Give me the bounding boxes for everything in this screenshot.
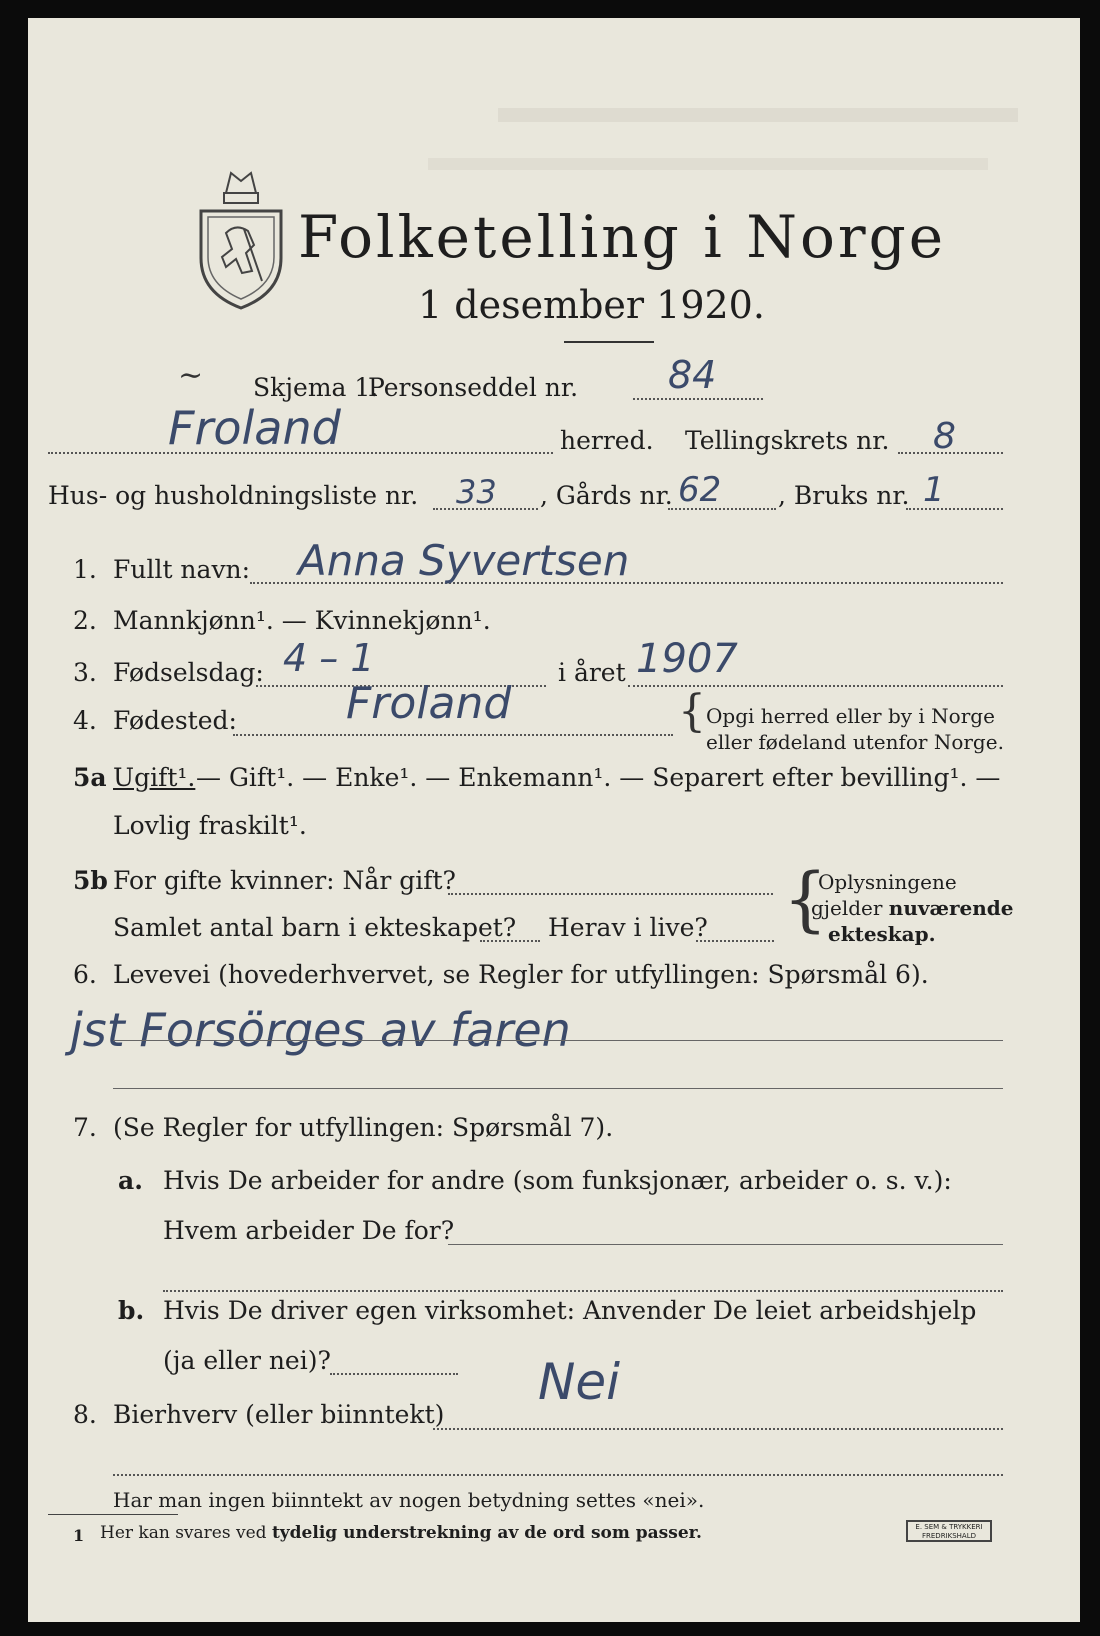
herred-value[interactable]: Froland: [168, 401, 341, 455]
q3-birthdate-value[interactable]: 4 – 1: [283, 636, 375, 680]
q4-note-line1: Opgi herred eller by i Norge: [706, 704, 995, 728]
q7a-employer-field-line: [448, 1244, 1003, 1245]
husholdning-label: Hus- og husholdningsliste nr.: [48, 481, 419, 510]
q5b-children-field-line: [480, 940, 540, 942]
q5b-children-label: Samlet antal barn i ekteskapet?: [113, 913, 517, 942]
personseddel-field-line: [633, 398, 763, 400]
q8-field-line: [433, 1428, 1003, 1430]
q7b-field-line: [330, 1373, 458, 1375]
q8-note: Har man ingen biinntekt av nogen betydning settes «nei».: [113, 1488, 705, 1512]
q2-number: 2.: [73, 606, 97, 635]
gaards-label: , Gårds nr.: [540, 481, 673, 510]
bruks-label: , Bruks nr.: [778, 481, 910, 510]
q5a-number: 5a: [73, 763, 107, 792]
bruks-field-line: [906, 508, 1003, 510]
norway-coat-of-arms-icon: [196, 163, 286, 313]
husholdning-value[interactable]: 33: [456, 473, 497, 511]
q3-year-value[interactable]: 1907: [636, 636, 738, 682]
q2-gender-label: Mannkjønn¹. — Kvinnekjønn¹.: [113, 606, 491, 635]
title-divider: [564, 341, 654, 343]
q5b-note-line1: Oplysningene: [818, 870, 957, 894]
q5b-label: For gifte kvinner: Når gift?: [113, 866, 456, 895]
q5b-alive-label: Herav i live?: [548, 913, 708, 942]
q7b-letter: b.: [118, 1296, 145, 1325]
footnote-text-a: Her kan svares ved: [100, 1523, 272, 1543]
q7-number: 7.: [73, 1113, 97, 1142]
q5a-marital-options: — Gift¹. — Enke¹. — Enkemann¹. — Separert efter bevilling¹. —: [196, 763, 1001, 792]
form-title: Folketelling i Norge: [298, 203, 947, 271]
q5b-alive-field-line: [696, 940, 774, 942]
personseddel-value[interactable]: 84: [668, 353, 717, 397]
q6-occupation-value[interactable]: jst Forsörges av faren: [70, 1003, 571, 1057]
personseddel-label: Personseddel nr.: [368, 373, 579, 402]
q6-label: Levevei (hovederhvervet, se Regler for utfyllingen: Spørsmål 6).: [113, 960, 929, 989]
q8-value[interactable]: Nei: [538, 1353, 621, 1411]
q8-extra-field-line: [113, 1474, 1003, 1476]
q3-year-label: i året: [558, 658, 626, 687]
q7a-employer-label: Hvem arbeider De for?: [163, 1216, 455, 1245]
q1-label: Fullt navn:: [113, 555, 251, 584]
q7a-label: Hvis De arbeider for andre (som funksjonær, arbeider o. s. v.):: [163, 1166, 952, 1195]
q5b-note-line2: [811, 896, 1014, 920]
form-date: 1 desember 1920.: [418, 283, 765, 327]
q3-label: Fødselsdag:: [113, 658, 264, 687]
q6-field-line-2: [113, 1088, 1003, 1089]
q5b-married-field-line: [448, 893, 773, 895]
q1-full-name-value[interactable]: Anna Syvertsen: [298, 536, 630, 585]
q8-number: 8.: [73, 1400, 97, 1429]
schema-label: Skjema 1.: [253, 373, 379, 402]
q6-number: 6.: [73, 960, 97, 989]
q1-number: 1.: [73, 555, 97, 584]
q4-birthplace-value[interactable]: Froland: [346, 678, 512, 729]
q7-label: (Se Regler for utfyllingen: Spørsmål 7).: [113, 1113, 614, 1142]
footnote-number: 1: [73, 1526, 85, 1545]
census-form-page: [28, 18, 1080, 1622]
tilde-mark: ∼: [178, 358, 204, 393]
q5a-ugift-option[interactable]: Ugift¹.: [113, 763, 196, 792]
bruks-value[interactable]: 1: [923, 470, 945, 510]
q4-field-line: [233, 734, 673, 736]
footnote-divider: [48, 1514, 178, 1515]
herred-label: herred.: [560, 426, 654, 455]
q5b-note-line3: ekteskap.: [828, 922, 936, 946]
q7b-janei-label: (ja eller nei)?: [163, 1346, 331, 1375]
printer-stamp-line1: E. SEM & TRYKKERI: [915, 1523, 983, 1531]
footnote-text: [100, 1523, 702, 1543]
herred-field-line: [48, 452, 553, 454]
q5b-note-line2b: nuværende: [888, 896, 1014, 920]
q5b-brace: {: [783, 858, 828, 940]
tellingskrets-value[interactable]: 8: [933, 416, 956, 457]
q4-label: Fødested:: [113, 706, 237, 735]
printer-stamp-line2: FREDRIKSHALD: [921, 1532, 976, 1540]
q7b-label: Hvis De driver egen virksomhet: Anvender De leiet arbeidshjelp: [163, 1296, 977, 1325]
q4-note-line2: eller fødeland utenfor Norge.: [706, 730, 1004, 754]
tellingskrets-label: Tellingskrets nr.: [685, 426, 890, 455]
bleed-through-mark: [428, 158, 988, 170]
gaards-value[interactable]: 62: [678, 470, 722, 510]
q6-field-line: [113, 1040, 1003, 1041]
printer-stamp: [906, 1520, 992, 1542]
q7a-extra-field-line: [163, 1290, 1003, 1292]
q5b-number: 5b: [73, 866, 108, 895]
q7a-letter: a.: [118, 1166, 143, 1195]
footnote-text-b: tydelig understrekning av de ord som passer.: [271, 1523, 702, 1543]
bleed-through-mark: [498, 108, 1018, 122]
q4-brace: {: [678, 686, 706, 737]
q5a-fraskilt-option: Lovlig fraskilt¹.: [113, 811, 307, 840]
q4-number: 4.: [73, 706, 97, 735]
q5b-note-line2a: gjelder: [811, 896, 889, 920]
q3-number: 3.: [73, 658, 97, 687]
q8-label: Bierhverv (eller biinntekt): [113, 1400, 445, 1429]
